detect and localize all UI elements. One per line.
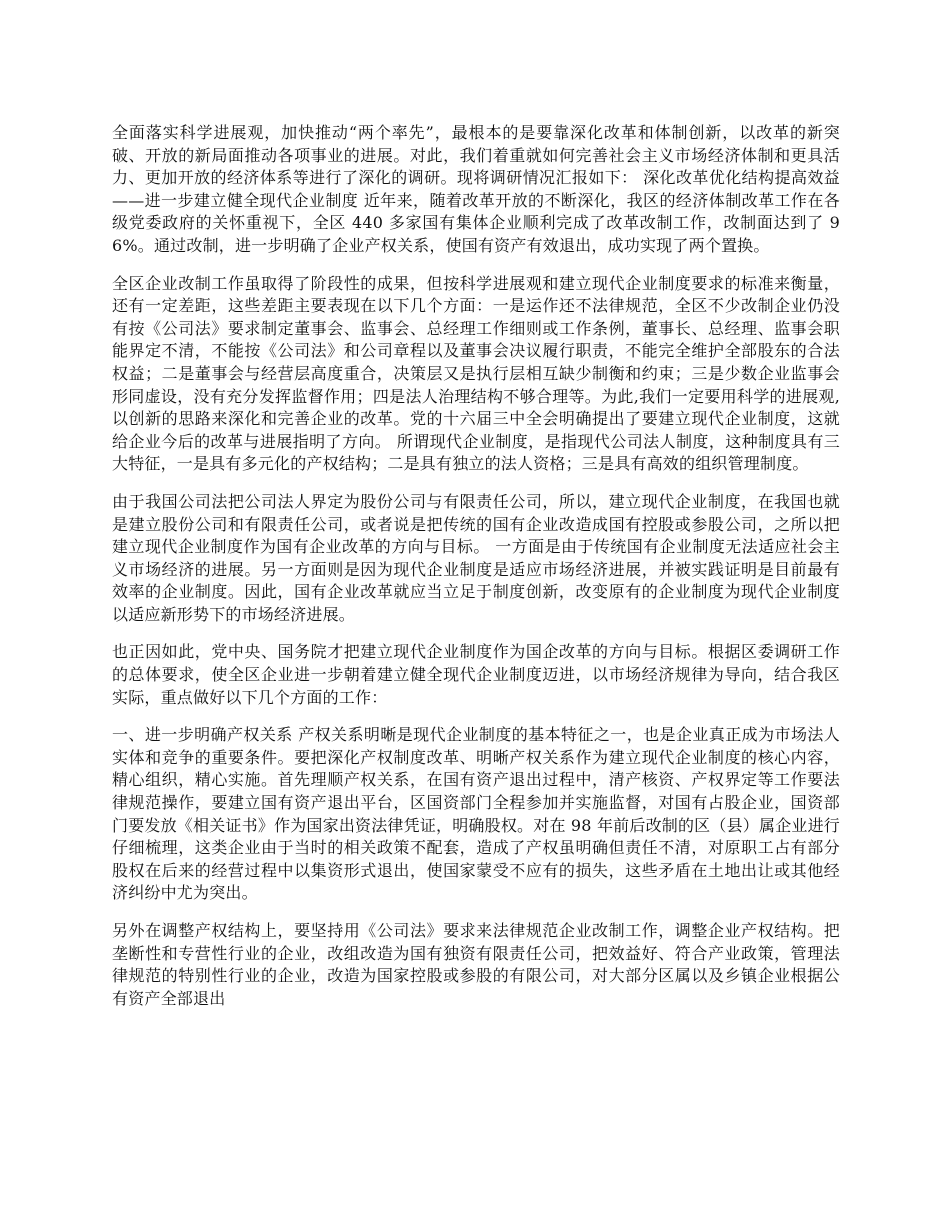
paragraph-3: 由于我国公司法把公司法人界定为股份公司与有限责任公司，所以，建立现代企业制度，在我国也就是建立股份公司和有限责任公司，或者说是把传统的国有企业改造成国有控股或参股公司，之所以把建立现代企业制度作为国有企业改革的方向与目标。 一方面是由于传统国有企业制度无法适应社会主义市场经济的进展。另一方面则是因为现代企业制度是适应市场经济进展，并被实践证明是目前最有效率的企业制度。因此，国有企业改革就应当立足于制度创新，改变原有的企业制度为现代企业制度以适应新形势下的市场经济进展。 [112,491,840,624]
paragraph-6: 另外在调整产权结构上，要坚持用《公司法》要求来法律规范企业改制工作，调整企业产权结构。把垄断性和专营性行业的企业，改组改造为国有独资有限责任公司，把效益好、符合产业政策，管理法律规范的特别性行业的企业，改造为国家控股或参股的有限公司，对大部分区属以及乡镇企业根据公有资产全部退出 [112,921,840,1008]
paragraph-2: 全区企业改制工作虽取得了阶段性的成果，但按科学进展观和建立现代企业制度要求的标准来衡量，还有一定差距，这些差距主要表现在以下几个方面：一是运作还不法律规范，全区不少改制企业仍没有按《公司法》要求制定董事会、监事会、总经理工作细则或工作条例，董事长、总经理、监事会职能界定不清，不能按《公司法》和公司章程以及董事会决议履行职责，不能完全维护全部股东的合法权益；二是董事会与经营层高度重合，决策层又是执行层相互缺少制衡和约束；三是少数企业监事会形同虚设，没有充分发挥监督作用；四是法人治理结构不够合理等。为此,我们一定要用科学的进展观,以创新的思路来深化和完善企业的改革。党的十六届三中全会明确提出了要建立现代企业制度，这就给企业今后的改革与进展指明了方向。 所谓现代企业制度，是指现代公司法人制度，这种制度具有三大特征，一是具有多元化的产权结构；二是具有独立的法人资格；三是具有高效的组织管理制度。 [112,273,840,474]
document-body [112,122,840,1025]
paragraph-5: 一、进一步明确产权关系 产权关系明晰是现代企业制度的基本特征之一，也是企业真正成为市场法人实体和竞争的重要条件。要把深化产权制度改革、明晰产权关系作为建立现代企业制度的核心内容，精心组织，精心实施。首先理顺产权关系，在国有资产退出过程中，清产核资、产权界定等工作要法律规范操作，要建立国有资产退出平台，区国资部门全程参加并实施监督，对国有占股企业，国资部门要发放《相关证书》作为国家出资法律凭证，明确股权。对在 98 年前后改制的区（县）属企业进行仔细梳理，这类企业由于当时的相关政策不配套，造成了产权虽明确但责任不清，对原职工占有部分股权在后来的经营过程中以集资形式退出，使国家蒙受不应有的损失，这些矛盾在土地出让或其他经济纠纷中尤为突出。 [112,725,840,903]
paragraph-4: 也正因如此，党中央、国务院才把建立现代企业制度作为国企改革的方向与目标。根据区委调研工作的总体要求，使全区企业进一步朝着建立健全现代企业制度迈进，以市场经济规律为导向，结合我区实际，重点做好以下几个方面的工作： [112,642,840,707]
paragraph-1: 全面落实科学进展观，加快推动“两个率先”，最根本的是要靠深化改革和体制创新，以改革的新突破、开放的新局面推动各项事业的进展。对此，我们着重就如何完善社会主义市场经济体制和更具活力、更加开放的经济体系等进行了深化的调研。现将调研情况汇报如下： 深化改革优化结构提高效益 ——进一步建立健全现代企业制度 近年来，随着改革开放的不断深化，我区的经济体制改革工作在各级党委政府的关怀重视下，全区 440 多家国有集体企业顺利完成了改革改制工作，改制面达到了 96%。通过改制，进一步明确了企业产权关系，使国有资产有效退出，成功实现了两个置换。 [112,123,840,255]
